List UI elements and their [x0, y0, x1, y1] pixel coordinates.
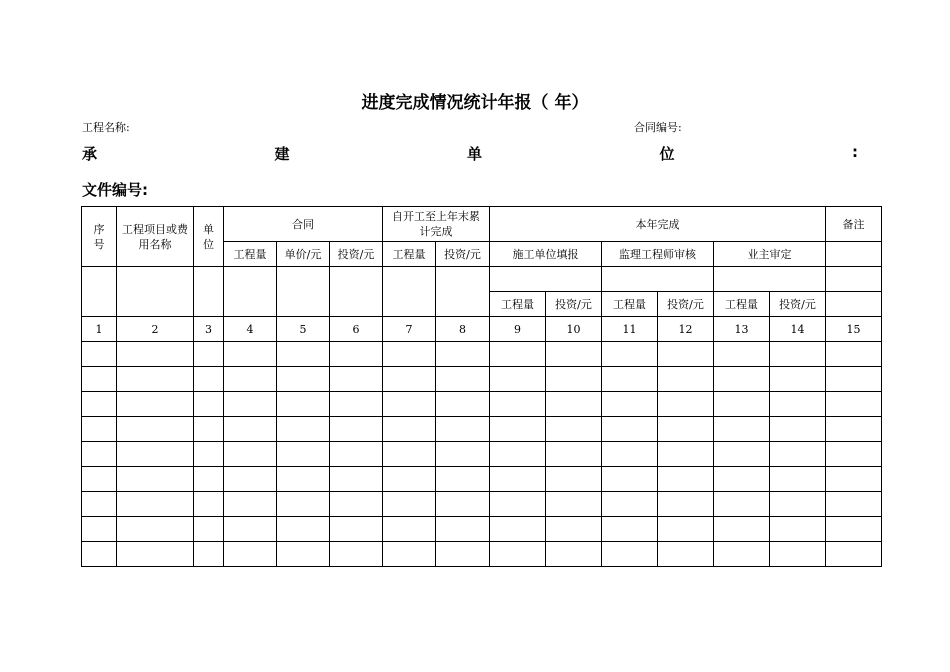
contract-no-label: 合同编号:	[634, 121, 682, 134]
table-cell[interactable]	[546, 467, 602, 492]
column-number: 9	[490, 317, 546, 342]
table-cell[interactable]	[117, 492, 194, 517]
table-cell[interactable]	[546, 517, 602, 542]
table-cell[interactable]	[714, 467, 770, 492]
header-quantity: 工程量	[383, 242, 436, 267]
header-row	[82, 267, 882, 292]
table-cell	[224, 267, 277, 317]
column-number: 12	[658, 317, 714, 342]
table-cell[interactable]	[490, 467, 546, 492]
table-cell[interactable]	[383, 467, 436, 492]
table-cell[interactable]	[490, 367, 546, 392]
column-number: 15	[826, 317, 882, 342]
table-cell[interactable]	[82, 342, 117, 367]
table-cell[interactable]	[546, 442, 602, 467]
table-cell[interactable]	[436, 442, 490, 467]
table-cell[interactable]	[224, 517, 277, 542]
table-cell[interactable]	[82, 392, 117, 417]
table-cell[interactable]	[826, 392, 882, 417]
table-cell[interactable]	[277, 517, 330, 542]
table-cell[interactable]	[826, 492, 882, 517]
table-cell[interactable]	[194, 492, 224, 517]
column-number: 1	[82, 317, 117, 342]
table-cell[interactable]	[658, 392, 714, 417]
table-row	[82, 367, 882, 392]
header-row	[82, 207, 882, 242]
table-row	[82, 492, 882, 517]
table-row	[82, 467, 882, 492]
file-no-label: 文件编号:	[82, 181, 148, 199]
header-investment: 投资/元	[546, 292, 602, 317]
table-cell[interactable]	[714, 367, 770, 392]
table-cell	[383, 267, 436, 317]
table-cell[interactable]	[117, 367, 194, 392]
table-cell[interactable]	[546, 342, 602, 367]
header-quantity: 工程量	[490, 292, 546, 317]
table-cell[interactable]	[658, 492, 714, 517]
table-row	[82, 342, 882, 367]
table-cell[interactable]	[602, 417, 658, 442]
table-cell[interactable]	[277, 467, 330, 492]
header-investment: 投资/元	[658, 292, 714, 317]
table-cell[interactable]	[658, 342, 714, 367]
table-cell[interactable]	[330, 392, 383, 417]
table-cell[interactable]	[490, 342, 546, 367]
table-cell[interactable]	[330, 517, 383, 542]
table-cell[interactable]	[714, 392, 770, 417]
table-cell[interactable]	[490, 517, 546, 542]
column-number: 4	[224, 317, 277, 342]
page-title: 进度完成情况统计年报（ 年）	[361, 93, 589, 113]
table-cell[interactable]	[383, 442, 436, 467]
table-cell[interactable]	[436, 342, 490, 367]
table-cell[interactable]	[82, 367, 117, 392]
progress-table	[81, 206, 882, 567]
table-cell	[436, 267, 490, 317]
table-cell[interactable]	[602, 467, 658, 492]
table-cell[interactable]	[602, 517, 658, 542]
header-this-year: 本年完成	[490, 207, 826, 242]
table-cell[interactable]	[546, 392, 602, 417]
table-cell[interactable]	[490, 417, 546, 442]
column-number-row	[82, 317, 882, 342]
table-cell[interactable]	[82, 542, 117, 567]
table-cell[interactable]	[826, 367, 882, 392]
table-cell[interactable]	[117, 467, 194, 492]
table-cell	[490, 267, 602, 292]
table-cell[interactable]	[330, 492, 383, 517]
table-cell[interactable]	[490, 542, 546, 567]
table-cell[interactable]	[224, 392, 277, 417]
table-cell[interactable]	[224, 342, 277, 367]
table-cell[interactable]	[277, 342, 330, 367]
table-cell[interactable]	[117, 417, 194, 442]
table-cell[interactable]	[330, 342, 383, 367]
header-remark: 备注	[826, 207, 882, 242]
header-investment: 投资/元	[436, 242, 490, 267]
contractor-char: 单	[467, 145, 483, 163]
column-number: 14	[770, 317, 826, 342]
table-cell[interactable]	[383, 492, 436, 517]
table-cell[interactable]	[194, 367, 224, 392]
table-cell[interactable]	[770, 417, 826, 442]
contractor-line	[82, 143, 858, 164]
column-number: 10	[546, 317, 602, 342]
table-cell[interactable]	[224, 467, 277, 492]
table-cell[interactable]	[383, 417, 436, 442]
table-cell[interactable]	[277, 392, 330, 417]
table-cell[interactable]	[277, 367, 330, 392]
table-cell[interactable]	[714, 517, 770, 542]
table-cell[interactable]	[770, 517, 826, 542]
contractor-char: 承	[82, 145, 98, 163]
table-cell[interactable]	[658, 417, 714, 442]
table-cell[interactable]	[602, 542, 658, 567]
table-cell[interactable]	[194, 417, 224, 442]
table-cell	[826, 267, 882, 292]
table-cell[interactable]	[117, 342, 194, 367]
table-cell[interactable]	[546, 417, 602, 442]
contractor-char: 位	[659, 145, 675, 163]
table-cell[interactable]	[194, 517, 224, 542]
table-cell[interactable]	[277, 542, 330, 567]
table-cell	[826, 242, 882, 267]
table-cell	[714, 267, 826, 292]
table-cell[interactable]	[546, 367, 602, 392]
table-cell[interactable]	[194, 442, 224, 467]
table-cell[interactable]	[277, 442, 330, 467]
table-cell[interactable]	[436, 417, 490, 442]
table-cell[interactable]	[770, 492, 826, 517]
table-cell[interactable]	[602, 442, 658, 467]
table-cell[interactable]	[277, 492, 330, 517]
table-cell	[194, 267, 224, 317]
header-quantity: 工程量	[602, 292, 658, 317]
table-cell[interactable]	[658, 367, 714, 392]
table-cell[interactable]	[602, 392, 658, 417]
table-cell[interactable]	[383, 517, 436, 542]
table-cell[interactable]	[224, 442, 277, 467]
table-row	[82, 392, 882, 417]
table-cell[interactable]	[714, 342, 770, 367]
table-cell[interactable]	[714, 492, 770, 517]
table-cell[interactable]	[224, 542, 277, 567]
table-cell[interactable]	[436, 392, 490, 417]
table-cell[interactable]	[826, 517, 882, 542]
table-cell[interactable]	[826, 467, 882, 492]
table-cell[interactable]	[658, 467, 714, 492]
table-cell[interactable]	[82, 492, 117, 517]
table-cell[interactable]	[383, 542, 436, 567]
table-cell[interactable]	[277, 417, 330, 442]
table-cell	[330, 267, 383, 317]
column-number: 3	[194, 317, 224, 342]
table-cell[interactable]	[436, 467, 490, 492]
header-contract: 合同	[224, 207, 383, 242]
table-cell[interactable]	[224, 367, 277, 392]
table-row	[82, 542, 882, 567]
table-cell[interactable]	[194, 542, 224, 567]
table-cell[interactable]	[436, 517, 490, 542]
header-investment: 投资/元	[770, 292, 826, 317]
column-number: 13	[714, 317, 770, 342]
table-cell[interactable]	[82, 417, 117, 442]
header-quantity: 工程量	[714, 292, 770, 317]
contractor-char: 建	[274, 145, 290, 163]
table-cell[interactable]	[194, 342, 224, 367]
table-cell[interactable]	[714, 442, 770, 467]
table-cell	[82, 267, 117, 317]
table-cell[interactable]	[826, 417, 882, 442]
table-cell[interactable]	[770, 542, 826, 567]
column-number: 11	[602, 317, 658, 342]
table-cell[interactable]	[490, 392, 546, 417]
table-cell[interactable]	[770, 342, 826, 367]
table-cell[interactable]	[330, 367, 383, 392]
table-cell[interactable]	[826, 442, 882, 467]
table-cell	[277, 267, 330, 317]
table-cell[interactable]	[490, 442, 546, 467]
table-cell[interactable]	[82, 442, 117, 467]
table-cell[interactable]	[770, 367, 826, 392]
table-cell[interactable]	[658, 442, 714, 467]
table-cell[interactable]	[383, 342, 436, 367]
table-cell[interactable]	[82, 517, 117, 542]
column-number: 2	[117, 317, 194, 342]
table-row	[82, 517, 882, 542]
header-unit-price: 单价/元	[277, 242, 330, 267]
table-cell[interactable]	[330, 467, 383, 492]
table-cell[interactable]	[82, 467, 117, 492]
contractor-char: :	[852, 143, 858, 161]
table-cell[interactable]	[436, 367, 490, 392]
table-cell[interactable]	[117, 517, 194, 542]
table-cell[interactable]	[826, 342, 882, 367]
table-cell	[826, 292, 882, 317]
table-cell[interactable]	[546, 492, 602, 517]
table-cell[interactable]	[714, 542, 770, 567]
column-number: 7	[383, 317, 436, 342]
column-number: 5	[277, 317, 330, 342]
table-cell[interactable]	[546, 542, 602, 567]
table-cell[interactable]	[602, 342, 658, 367]
table-cell[interactable]	[330, 442, 383, 467]
table-cell[interactable]	[658, 517, 714, 542]
table-cell[interactable]	[770, 467, 826, 492]
table-cell[interactable]	[770, 442, 826, 467]
table-cell[interactable]	[194, 392, 224, 417]
header-seq: 序号	[82, 207, 117, 267]
table-cell[interactable]	[436, 492, 490, 517]
table-cell[interactable]	[194, 467, 224, 492]
project-name-label: 工程名称:	[82, 121, 130, 134]
header-unit: 单位	[194, 207, 224, 267]
table-cell[interactable]	[224, 417, 277, 442]
table-row	[82, 417, 882, 442]
table-cell[interactable]	[117, 542, 194, 567]
table-cell[interactable]	[383, 392, 436, 417]
table-cell[interactable]	[658, 542, 714, 567]
header-supervisor-review: 监理工程师审核	[602, 242, 714, 267]
table-cell	[117, 267, 194, 317]
table-cell[interactable]	[602, 367, 658, 392]
table-cell[interactable]	[117, 392, 194, 417]
table-cell[interactable]	[770, 392, 826, 417]
table-cell[interactable]	[383, 367, 436, 392]
table-cell[interactable]	[330, 542, 383, 567]
column-number: 6	[330, 317, 383, 342]
table-cell[interactable]	[117, 442, 194, 467]
header-owner-approve: 业主审定	[714, 242, 826, 267]
table-cell[interactable]	[224, 492, 277, 517]
table-cell[interactable]	[330, 417, 383, 442]
table-cell[interactable]	[490, 492, 546, 517]
column-number: 8	[436, 317, 490, 342]
table-row	[82, 442, 882, 467]
table-cell[interactable]	[826, 542, 882, 567]
table-cell[interactable]	[602, 492, 658, 517]
header-investment: 投资/元	[330, 242, 383, 267]
header-contractor-fill: 施工单位填报	[490, 242, 602, 267]
table-cell[interactable]	[714, 417, 770, 442]
header-item: 工程项目或费用名称	[117, 207, 194, 267]
header-cumulative: 自开工至上年末累计完成	[383, 207, 490, 242]
header-quantity: 工程量	[224, 242, 277, 267]
table-cell	[602, 267, 714, 292]
table-cell[interactable]	[436, 542, 490, 567]
